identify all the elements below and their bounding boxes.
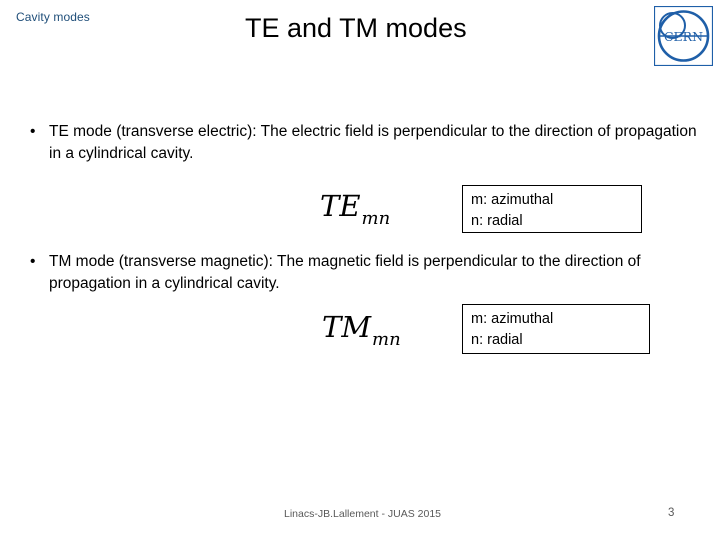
formula-tm-subscript: mn [372,329,401,350]
cern-logo-icon [654,6,713,66]
bullet-tm-mode [30,251,702,295]
note-line-radial: n: radial [471,332,523,348]
bullet-marker: • [30,253,36,270]
formula-te-mn [320,189,391,229]
formula-tm-base: TM [322,310,372,344]
cern-logo [654,6,713,66]
page-number: 3 [668,507,675,519]
formula-te-subscript: mn [361,208,391,229]
note-line-azimuthal: m: azimuthal [471,311,554,327]
note-line-radial: n: radial [471,213,523,229]
section-label: Cavity modes [16,10,90,24]
logo-text: CERN [663,29,704,44]
formula-tm-mn [322,310,401,350]
note-line-azimuthal: m: azimuthal [471,192,554,208]
slide-title: TE and TM modes [245,13,467,43]
footer-text: Linacs-JB.Lallement - JUAS 2015 [284,508,441,520]
bullet-text-tm: TM mode (transverse magnetic): The magnetic field is perpendicular to the direction of propagation in a cylindrical cavity. [49,253,641,292]
note-box-te [462,185,642,233]
bullet-te-mode [30,121,702,165]
note-box-tm [462,304,650,354]
bullet-text-te: TE mode (transverse electric): The electric field is perpendicular to the direction of propagation in a cylindrical cavity. [49,123,697,162]
formula-te-base: TE [320,189,361,223]
bullet-marker: • [30,123,36,140]
